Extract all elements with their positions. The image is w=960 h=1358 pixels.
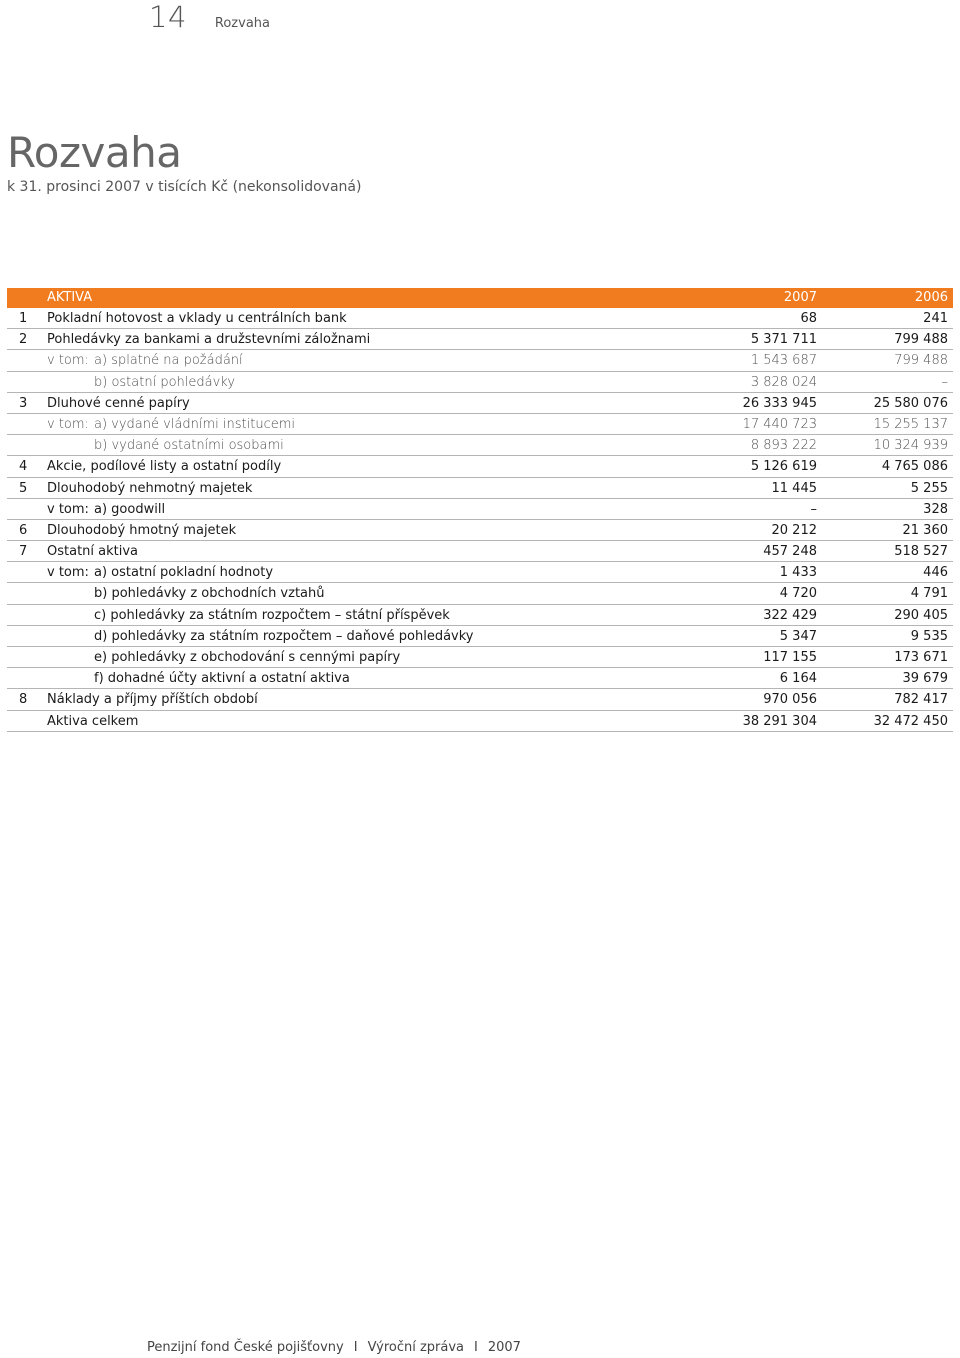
table-row [7, 435, 953, 456]
header-2006: 2006 [914, 290, 948, 305]
row-label: b) ostatní pohledávky [94, 374, 236, 390]
value-2007: 1 433 [779, 565, 817, 581]
row-number: 5 [19, 480, 28, 496]
row-label: Dlouhodobý nehmotný majetek [47, 480, 253, 496]
value-2006: – [941, 374, 948, 390]
balance-sheet-table [7, 288, 953, 732]
row-label: d) pohledávky za státním rozpočtem – daňové pohledávky [94, 628, 474, 644]
value-2006: 15 255 137 [873, 416, 948, 432]
footer-organization: Penzijní fond České pojišťovny [147, 1340, 344, 1355]
table-row [7, 605, 953, 626]
value-2007: 117 155 [763, 650, 817, 665]
total-2006: 32 472 450 [873, 713, 948, 729]
row-number: 4 [19, 459, 28, 475]
header-aktiva: AKTIVA [47, 290, 93, 305]
footer-separator: I [353, 1340, 358, 1355]
value-2006: 782 417 [894, 692, 948, 708]
value-2007: 11 445 [771, 480, 817, 496]
row-number: 8 [19, 692, 28, 708]
row-label: Pohledávky za bankami a družstevními záložnami [47, 332, 371, 348]
row-label: Pokladní hotovost a vklady u centrálních bank [47, 311, 347, 326]
row-prefix: v tom: [47, 416, 89, 432]
table-row [7, 456, 953, 477]
value-2006: 39 679 [902, 671, 948, 687]
page-subtitle: k 31. prosinci 2007 v tisících Kč (nekonsolidovaná) [7, 179, 362, 195]
value-2006: 173 671 [894, 650, 948, 665]
value-2007: 5 347 [779, 628, 817, 644]
value-2007: 1 543 687 [750, 353, 817, 369]
value-2007: 5 126 619 [750, 459, 817, 475]
table-row [7, 520, 953, 541]
row-label: b) pohledávky z obchodních vztahů [94, 586, 325, 602]
footer-report: Výroční zpráva [367, 1340, 465, 1355]
row-number: 1 [19, 311, 28, 326]
value-2007: 457 248 [763, 544, 817, 560]
row-label: f) dohadné účty aktivní a ostatní aktiva [94, 671, 350, 687]
value-2007: 5 371 711 [750, 332, 817, 348]
row-prefix: v tom: [47, 501, 89, 517]
header-2007: 2007 [783, 290, 817, 305]
value-2007: 17 440 723 [742, 416, 817, 432]
table-row [7, 414, 953, 435]
value-2007: 6 164 [779, 671, 817, 687]
value-2007: 8 893 222 [750, 438, 817, 454]
footer-year: 2007 [487, 1340, 521, 1355]
value-2006: 799 488 [894, 332, 948, 348]
table-row [7, 626, 953, 647]
section-title: Rozvaha [214, 16, 270, 31]
value-2007: 4 720 [779, 586, 817, 602]
row-label: Náklady a příjmy příštích období [47, 692, 258, 708]
value-2007: 20 212 [771, 522, 817, 538]
table-row [7, 478, 953, 499]
row-label: c) pohledávky za státním rozpočtem – státní příspěvek [94, 607, 450, 623]
footer-separator: I [474, 1340, 478, 1355]
page-title: Rozvaha [7, 128, 182, 177]
table-row [7, 499, 953, 520]
value-2006: 799 488 [894, 353, 948, 369]
row-number: 6 [19, 522, 28, 538]
row-label: Ostatní aktiva [47, 544, 139, 560]
row-label: Dluhové cenné papíry [47, 395, 190, 411]
table-header-row [7, 288, 953, 308]
page-footer [147, 1340, 521, 1355]
total-label: Aktiva celkem [47, 713, 139, 729]
value-2006: 9 535 [910, 628, 948, 644]
value-2007: 68 [800, 311, 817, 326]
value-2006: 10 324 939 [873, 438, 948, 454]
row-label: e) pohledávky z obchodování s cennými papíry [94, 650, 401, 665]
value-2007: 970 056 [763, 692, 817, 708]
value-2006: 4 765 086 [881, 459, 948, 475]
value-2006: 241 [923, 311, 948, 326]
table-row [7, 689, 953, 710]
table-row [7, 372, 953, 393]
row-number: 2 [19, 332, 28, 348]
value-2006: 290 405 [894, 607, 948, 623]
value-2006: 446 [923, 565, 948, 581]
table-total-row [7, 711, 953, 732]
row-label: a) vydané vládními institucemi [94, 416, 296, 432]
row-prefix: v tom: [47, 353, 89, 369]
page-number: 14 [149, 0, 187, 34]
row-prefix: v tom: [47, 565, 89, 581]
value-2006: 518 527 [894, 544, 948, 560]
value-2006: 328 [923, 501, 948, 517]
row-label: b) vydané ostatními osobami [94, 438, 284, 454]
row-label: Akcie, podílové listy a ostatní podíly [47, 459, 282, 475]
value-2007: – [810, 501, 817, 517]
row-label: a) splatné na požádání [94, 353, 243, 369]
value-2007: 26 333 945 [742, 395, 817, 411]
table-row [7, 541, 953, 562]
page-header [149, 0, 270, 36]
table-row [7, 668, 953, 689]
value-2006: 21 360 [902, 522, 948, 538]
row-label: a) ostatní pokladní hodnoty [94, 565, 274, 581]
row-number: 3 [19, 395, 28, 411]
table-row [7, 350, 953, 371]
table-row [7, 329, 953, 350]
value-2006: 5 255 [910, 480, 948, 496]
value-2006: 4 791 [910, 586, 948, 602]
table-row [7, 647, 953, 668]
table-row [7, 583, 953, 604]
row-label: a) goodwill [94, 501, 166, 517]
table-row [7, 308, 953, 329]
value-2007: 322 429 [763, 607, 817, 623]
row-number: 7 [19, 544, 28, 560]
table-row [7, 562, 953, 583]
row-label: Dlouhodobý hmotný majetek [47, 522, 237, 538]
value-2006: 25 580 076 [873, 395, 948, 411]
total-2007: 38 291 304 [742, 713, 817, 729]
value-2007: 3 828 024 [750, 374, 817, 390]
table-row [7, 393, 953, 414]
